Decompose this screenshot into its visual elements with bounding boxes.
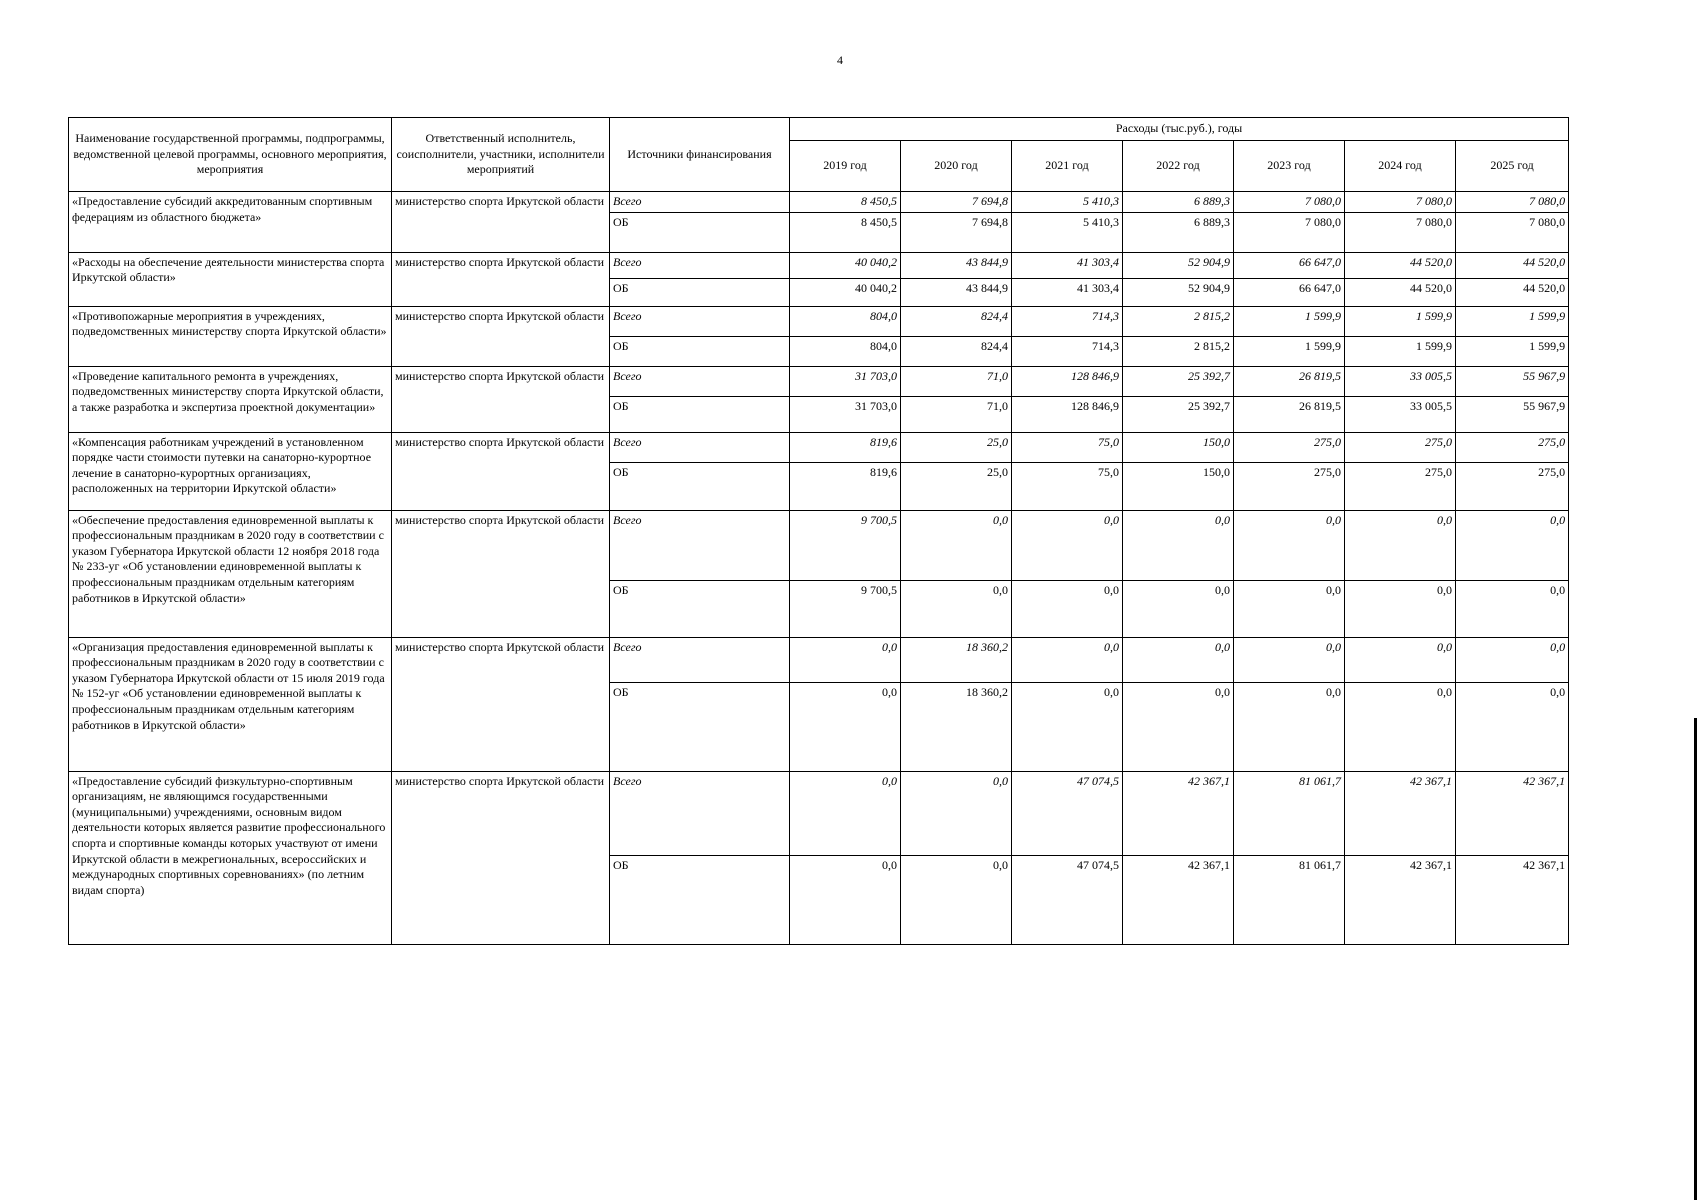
ob-value: 0,0 <box>1456 682 1569 771</box>
activity-name: «Организация предоставления единовременной выплаты к профессиональным праздникам в 2020 году в соответствии с указом Губернатора Иркутской области от 15 июля 2019 года № 152-уг «Об установлении единовременной выплаты к профессиональным праздникам отдельным категориям работников в Иркутской области» <box>69 637 392 771</box>
header-year: 2022 год <box>1123 141 1234 192</box>
total-value: 0,0 <box>790 637 901 682</box>
total-value: 0,0 <box>790 771 901 855</box>
total-value: 819,6 <box>790 432 901 462</box>
total-value: 8 450,5 <box>790 192 901 213</box>
total-value: 1 599,9 <box>1234 306 1345 336</box>
ob-value: 0,0 <box>1345 580 1456 637</box>
total-value: 128 846,9 <box>1012 366 1123 396</box>
total-value: 804,0 <box>790 306 901 336</box>
total-value: 33 005,5 <box>1345 366 1456 396</box>
header-year: 2019 год <box>790 141 901 192</box>
table-header <box>69 118 1569 192</box>
ob-value: 0,0 <box>1234 682 1345 771</box>
header-expenses: Расходы (тыс.руб.), годы <box>790 118 1569 141</box>
ob-value: 33 005,5 <box>1345 396 1456 432</box>
ob-value: 52 904,9 <box>1123 278 1234 306</box>
ob-value: 0,0 <box>901 855 1012 944</box>
ob-value: 0,0 <box>1345 682 1456 771</box>
total-value: 52 904,9 <box>1123 252 1234 278</box>
source-ob-label: ОБ <box>610 396 790 432</box>
source-total-label: Всего <box>610 637 790 682</box>
ob-value: 8 450,5 <box>790 212 901 252</box>
total-value: 6 889,3 <box>1123 192 1234 213</box>
ob-value: 0,0 <box>1456 580 1569 637</box>
source-ob-label: ОБ <box>610 580 790 637</box>
ob-value: 75,0 <box>1012 462 1123 510</box>
ob-value: 0,0 <box>790 855 901 944</box>
ob-value: 0,0 <box>901 580 1012 637</box>
total-value: 150,0 <box>1123 432 1234 462</box>
ob-value: 41 303,4 <box>1012 278 1123 306</box>
ob-value: 0,0 <box>1123 682 1234 771</box>
source-total-label: Всего <box>610 771 790 855</box>
source-total-label: Всего <box>610 306 790 336</box>
page-number: 4 <box>837 53 843 67</box>
ob-value: 7 694,8 <box>901 212 1012 252</box>
activity-name: «Обеспечение предоставления единовременной выплаты к профессиональным праздникам в 2020 году в соответствии с указом Губернатора Иркутской области 12 ноября 2018 года № 233-уг «Об установлении единовременной выплаты к профессиональным праздникам отдельным категориям работников в Иркутской области» <box>69 510 392 637</box>
ob-value: 42 367,1 <box>1345 855 1456 944</box>
total-value: 7 080,0 <box>1345 192 1456 213</box>
ob-value: 0,0 <box>1234 580 1345 637</box>
total-value: 71,0 <box>901 366 1012 396</box>
ob-value: 26 819,5 <box>1234 396 1345 432</box>
budget-table <box>68 117 1569 945</box>
header-year: 2021 год <box>1012 141 1123 192</box>
ob-value: 25 392,7 <box>1123 396 1234 432</box>
ob-value: 275,0 <box>1345 462 1456 510</box>
table-body <box>69 192 1569 945</box>
ob-value: 0,0 <box>790 682 901 771</box>
total-value: 26 819,5 <box>1234 366 1345 396</box>
header-year: 2023 год <box>1234 141 1345 192</box>
source-total-label: Всего <box>610 252 790 278</box>
ob-value: 47 074,5 <box>1012 855 1123 944</box>
table-row <box>69 306 1569 336</box>
activity-name: «Расходы на обеспечение деятельности министерства спорта Иркутской области» <box>69 252 392 306</box>
ob-value: 128 846,9 <box>1012 396 1123 432</box>
total-value: 714,3 <box>1012 306 1123 336</box>
ob-value: 0,0 <box>1012 682 1123 771</box>
ob-value: 42 367,1 <box>1123 855 1234 944</box>
total-value: 2 815,2 <box>1123 306 1234 336</box>
total-value: 43 844,9 <box>901 252 1012 278</box>
ob-value: 7 080,0 <box>1234 212 1345 252</box>
total-value: 41 303,4 <box>1012 252 1123 278</box>
table-row <box>69 637 1569 682</box>
ob-value: 275,0 <box>1456 462 1569 510</box>
table-row <box>69 771 1569 855</box>
source-ob-label: ОБ <box>610 336 790 366</box>
ob-value: 0,0 <box>1012 580 1123 637</box>
total-value: 275,0 <box>1345 432 1456 462</box>
total-value: 44 520,0 <box>1345 252 1456 278</box>
total-value: 42 367,1 <box>1345 771 1456 855</box>
ob-value: 275,0 <box>1234 462 1345 510</box>
source-total-label: Всего <box>610 432 790 462</box>
ob-value: 1 599,9 <box>1456 336 1569 366</box>
ob-value: 40 040,2 <box>790 278 901 306</box>
total-value: 0,0 <box>901 510 1012 580</box>
total-value: 44 520,0 <box>1456 252 1569 278</box>
header-year: 2025 год <box>1456 141 1569 192</box>
total-value: 25 392,7 <box>1123 366 1234 396</box>
total-value: 40 040,2 <box>790 252 901 278</box>
ob-value: 71,0 <box>901 396 1012 432</box>
ob-value: 9 700,5 <box>790 580 901 637</box>
source-ob-label: ОБ <box>610 682 790 771</box>
table-row <box>69 252 1569 278</box>
total-value: 5 410,3 <box>1012 192 1123 213</box>
ob-value: 31 703,0 <box>790 396 901 432</box>
source-total-label: Всего <box>610 510 790 580</box>
ob-value: 1 599,9 <box>1345 336 1456 366</box>
ob-value: 55 967,9 <box>1456 396 1569 432</box>
source-total-label: Всего <box>610 192 790 213</box>
executor-name: министерство спорта Иркутской области <box>392 306 610 366</box>
ob-value: 7 080,0 <box>1345 212 1456 252</box>
activity-name: «Противопожарные мероприятия в учреждениях, подведомственных министерству спорта Иркутской области» <box>69 306 392 366</box>
total-value: 1 599,9 <box>1456 306 1569 336</box>
activity-name: «Предоставление субсидий физкультурно-спортивным организациям, не являющимся государственными (муниципальными) учреждениями, основным видом деятельности которых является развитие профессионального спорта и спортивные команды которых участвуют от имени Иркутской области в межрегиональных, всероссийских и международных спортивных соревнованиях» (по летним видам спорта) <box>69 771 392 944</box>
ob-value: 44 520,0 <box>1345 278 1456 306</box>
executor-name: министерство спорта Иркутской области <box>392 510 610 637</box>
header-name: Наименование государственной программы, подпрограммы, ведомственной целевой программы, основного мероприятия, мероприятия <box>69 118 392 192</box>
source-ob-label: ОБ <box>610 278 790 306</box>
total-value: 0,0 <box>1234 510 1345 580</box>
total-value: 81 061,7 <box>1234 771 1345 855</box>
total-value: 42 367,1 <box>1456 771 1569 855</box>
ob-value: 1 599,9 <box>1234 336 1345 366</box>
table-row <box>69 192 1569 213</box>
total-value: 75,0 <box>1012 432 1123 462</box>
total-value: 7 080,0 <box>1456 192 1569 213</box>
ob-value: 66 647,0 <box>1234 278 1345 306</box>
header-year: 2020 год <box>901 141 1012 192</box>
ob-value: 5 410,3 <box>1012 212 1123 252</box>
source-ob-label: ОБ <box>610 462 790 510</box>
table-row <box>69 432 1569 462</box>
executor-name: министерство спорта Иркутской области <box>392 637 610 771</box>
total-value: 42 367,1 <box>1123 771 1234 855</box>
executor-name: министерство спорта Иркутской области <box>392 252 610 306</box>
ob-value: 819,6 <box>790 462 901 510</box>
header-year: 2024 год <box>1345 141 1456 192</box>
ob-value: 2 815,2 <box>1123 336 1234 366</box>
ob-value: 81 061,7 <box>1234 855 1345 944</box>
total-value: 25,0 <box>901 432 1012 462</box>
ob-value: 0,0 <box>1123 580 1234 637</box>
table-row <box>69 510 1569 580</box>
total-value: 47 074,5 <box>1012 771 1123 855</box>
executor-name: министерство спорта Иркутской области <box>392 432 610 510</box>
total-value: 9 700,5 <box>790 510 901 580</box>
total-value: 0,0 <box>1456 510 1569 580</box>
activity-name: «Проведение капитального ремонта в учреждениях, подведомственных министерству спорта Иркутской области, а также разработка и экспертиза проектной документации» <box>69 366 392 432</box>
total-value: 55 967,9 <box>1456 366 1569 396</box>
total-value: 0,0 <box>1345 510 1456 580</box>
header-source: Источники финансирования <box>610 118 790 192</box>
ob-value: 42 367,1 <box>1456 855 1569 944</box>
header-executor: Ответственный исполнитель, соисполнители, участники, исполнители мероприятий <box>392 118 610 192</box>
total-value: 0,0 <box>901 771 1012 855</box>
ob-value: 824,4 <box>901 336 1012 366</box>
ob-value: 6 889,3 <box>1123 212 1234 252</box>
total-value: 7 080,0 <box>1234 192 1345 213</box>
total-value: 0,0 <box>1345 637 1456 682</box>
executor-name: министерство спорта Иркутской области <box>392 192 610 253</box>
total-value: 824,4 <box>901 306 1012 336</box>
total-value: 18 360,2 <box>901 637 1012 682</box>
executor-name: министерство спорта Иркутской области <box>392 366 610 432</box>
total-value: 7 694,8 <box>901 192 1012 213</box>
total-value: 66 647,0 <box>1234 252 1345 278</box>
total-value: 1 599,9 <box>1345 306 1456 336</box>
ob-value: 804,0 <box>790 336 901 366</box>
activity-name: «Компенсация работникам учреждений в установленном порядке части стоимости путевки на санаторно-курортное лечение в санаторно-курортных организациях, расположенных на территории Иркутской области» <box>69 432 392 510</box>
executor-name: министерство спорта Иркутской области <box>392 771 610 944</box>
total-value: 31 703,0 <box>790 366 901 396</box>
total-value: 0,0 <box>1123 637 1234 682</box>
activity-name: «Предоставление субсидий аккредитованным спортивным федерациям из областного бюджета» <box>69 192 392 253</box>
ob-value: 18 360,2 <box>901 682 1012 771</box>
ob-value: 44 520,0 <box>1456 278 1569 306</box>
total-value: 0,0 <box>1012 637 1123 682</box>
ob-value: 714,3 <box>1012 336 1123 366</box>
total-value: 0,0 <box>1012 510 1123 580</box>
ob-value: 43 844,9 <box>901 278 1012 306</box>
total-value: 0,0 <box>1234 637 1345 682</box>
ob-value: 7 080,0 <box>1456 212 1569 252</box>
total-value: 275,0 <box>1456 432 1569 462</box>
table-row <box>69 366 1569 396</box>
source-ob-label: ОБ <box>610 855 790 944</box>
source-ob-label: ОБ <box>610 212 790 252</box>
ob-value: 150,0 <box>1123 462 1234 510</box>
total-value: 0,0 <box>1456 637 1569 682</box>
total-value: 0,0 <box>1123 510 1234 580</box>
total-value: 275,0 <box>1234 432 1345 462</box>
ob-value: 25,0 <box>901 462 1012 510</box>
source-total-label: Всего <box>610 366 790 396</box>
